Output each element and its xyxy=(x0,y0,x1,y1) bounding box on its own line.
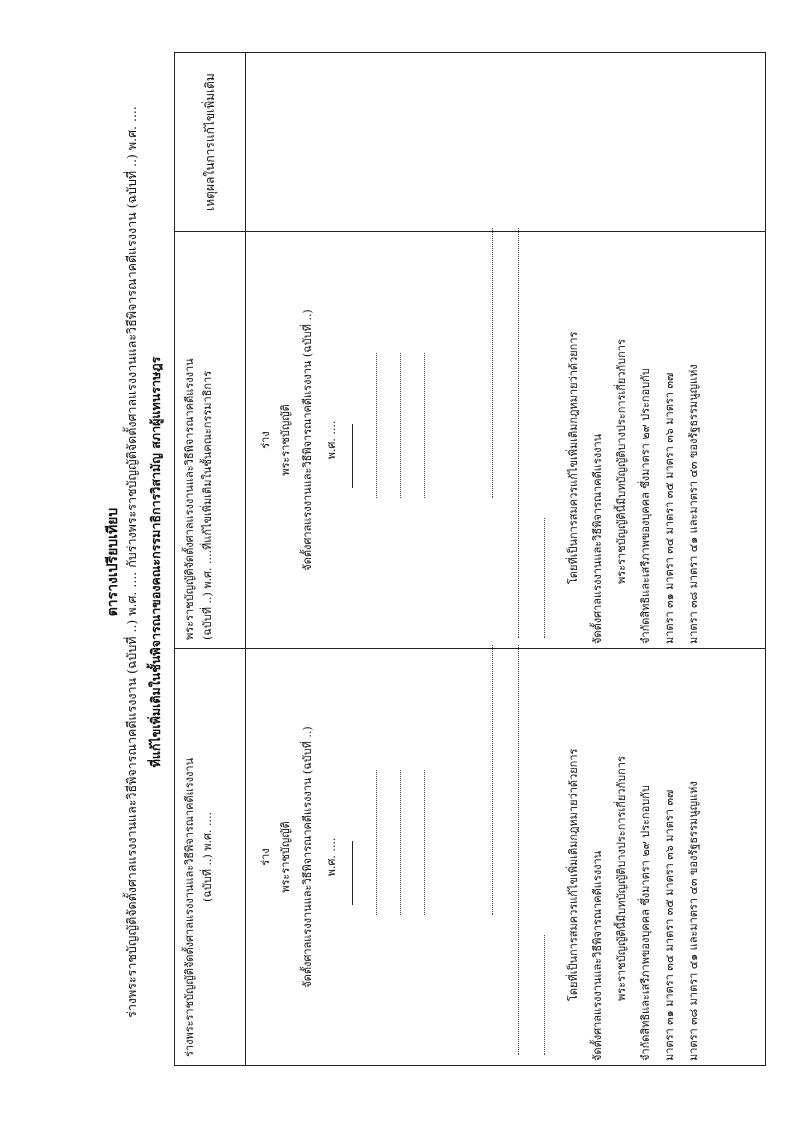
dotted-line xyxy=(518,645,519,1055)
col1-preamble xyxy=(562,657,706,1061)
preamble-line: มาตรา ๓๘ มาตรา ๔๑ และมาตรา ๔๓ ของรัฐธรรมนูญแห่ง xyxy=(687,781,700,1061)
col2-header xyxy=(175,232,246,649)
dotted-line xyxy=(400,770,401,915)
doc-subtitle-2: ที่แก้ไขเพิ่มเติมในชั้นพิจารณาของคณะกรรมาธิการวิสามัญ สภาผู้แทนราษฎร xyxy=(148,356,163,768)
table-header-row xyxy=(175,53,246,1066)
col1-draft: ร่าง xyxy=(259,848,272,866)
dotted-line xyxy=(400,353,401,498)
dotted-line xyxy=(492,645,493,915)
preamble-line: พระราชบัญญัตินี้มีบทบัญญัติบางประการเกี่ยวกับการ xyxy=(615,339,628,584)
preamble-line: โดยที่เป็นการสมควรแก้ไขเพิ่มเติมกฎหมายว่าด้วยการ xyxy=(567,331,580,584)
col2-act-name: จัดตั้งศาลแรงงานและวิธีพิจารณาคดีแรงงาน (ฉบับที่ ..) xyxy=(301,309,314,571)
col1-year: พ.ศ. .... xyxy=(325,837,338,877)
col1-body xyxy=(246,649,766,1066)
dotted-line xyxy=(376,770,377,915)
preamble-line: พระราชบัญญัตินี้มีบทบัญญัติบางประการเกี่ยวกับการ xyxy=(615,756,628,1001)
dotted-line xyxy=(492,228,493,498)
col1-divider xyxy=(352,841,353,905)
col2-divider xyxy=(352,424,353,488)
col3-header-text: เหตุผลในการแก้ไขเพิ่มเติม xyxy=(203,73,217,211)
col2-year: พ.ศ. .... xyxy=(325,420,338,460)
preamble-line: มาตรา ๓๘ มาตรา ๔๑ และมาตรา ๔๓ ของรัฐธรรมนูญแห่ง xyxy=(687,364,700,644)
preamble-line: โดยที่เป็นการสมควรแก้ไขเพิ่มเติมกฎหมายว่าด้วยการ xyxy=(567,748,580,1001)
col2-header-line2: (ฉบับที่ ..) พ.ศ. ....ที่แก้ไขเพิ่มเติมในชั้นคณะกรรมาธิการ xyxy=(201,370,214,640)
col2-preamble xyxy=(562,240,706,644)
dotted-line xyxy=(424,353,425,498)
dotted-line xyxy=(376,353,377,498)
dotted-line xyxy=(424,770,425,915)
col1-act-name: จัดตั้งศาลแรงงานและวิธีพิจารณาคดีแรงงาน (ฉบับที่ ..) xyxy=(301,726,314,988)
doc-subtitle: ร่างพระราชบัญญัติจัดตั้งศาลแรงงานและวิธีพิจารณาคดีแรงงาน (ฉบับที่ ..) พ.ศ. .... กับร่างพระราชบัญญัติจัดตั้งศาลแรงงานและวิธีพิจารณาคดีแรงงาน (ฉบับที่ ..) พ.ศ. .... xyxy=(124,106,139,1018)
col1-header xyxy=(175,649,246,1066)
col1-header-line2: (ฉบับที่ ..) พ.ศ. .... xyxy=(201,812,214,902)
preamble-line: มาตรา ๓๑ มาตรา ๓๔ มาตรา ๓๕ มาตรา ๓๖ มาตรา ๓๗ xyxy=(663,789,676,1061)
comparison-table xyxy=(174,52,766,1066)
col2-header-line1: พระราชบัญญัติจัดตั้งศาลแรงงานและวิธีพิจารณาคดีแรงงาน xyxy=(183,358,196,640)
col1-header-line1: ร่างพระราชบัญญัติจัดตั้งศาลแรงงานและวิธีพิจารณาคดีแรงงาน xyxy=(183,757,196,1057)
doc-title: ตารางเปรียบเทียบ xyxy=(105,507,121,617)
dotted-line xyxy=(544,518,545,638)
preamble-line: จัดตั้งศาลแรงงานและวิธีพิจารณาคดีแรงงาน xyxy=(591,850,604,1061)
preamble-line: จำกัดสิทธิและเสรีภาพของบุคคล ซึ่งมาตรา ๒๙ ประกอบกับ xyxy=(639,785,652,1061)
preamble-line: จัดตั้งศาลแรงงานและวิธีพิจารณาคดีแรงงาน xyxy=(591,433,604,644)
table-body-row xyxy=(246,53,766,1066)
preamble-line: จำกัดสิทธิและเสรีภาพของบุคคล ซึ่งมาตรา ๒๙ ประกอบกับ xyxy=(639,368,652,644)
col2-draft: ร่าง xyxy=(259,431,272,449)
col3-header xyxy=(175,53,246,232)
dotted-line xyxy=(544,935,545,1055)
dotted-line xyxy=(518,228,519,638)
preamble-line: มาตรา ๓๑ มาตรา ๓๔ มาตรา ๓๕ มาตรา ๓๖ มาตรา ๓๗ xyxy=(663,372,676,644)
col2-body xyxy=(246,232,766,649)
col3-body xyxy=(246,53,766,232)
col1-act: พระราชบัญญัติ xyxy=(279,821,292,893)
col2-act: พระราชบัญญัติ xyxy=(279,404,292,476)
